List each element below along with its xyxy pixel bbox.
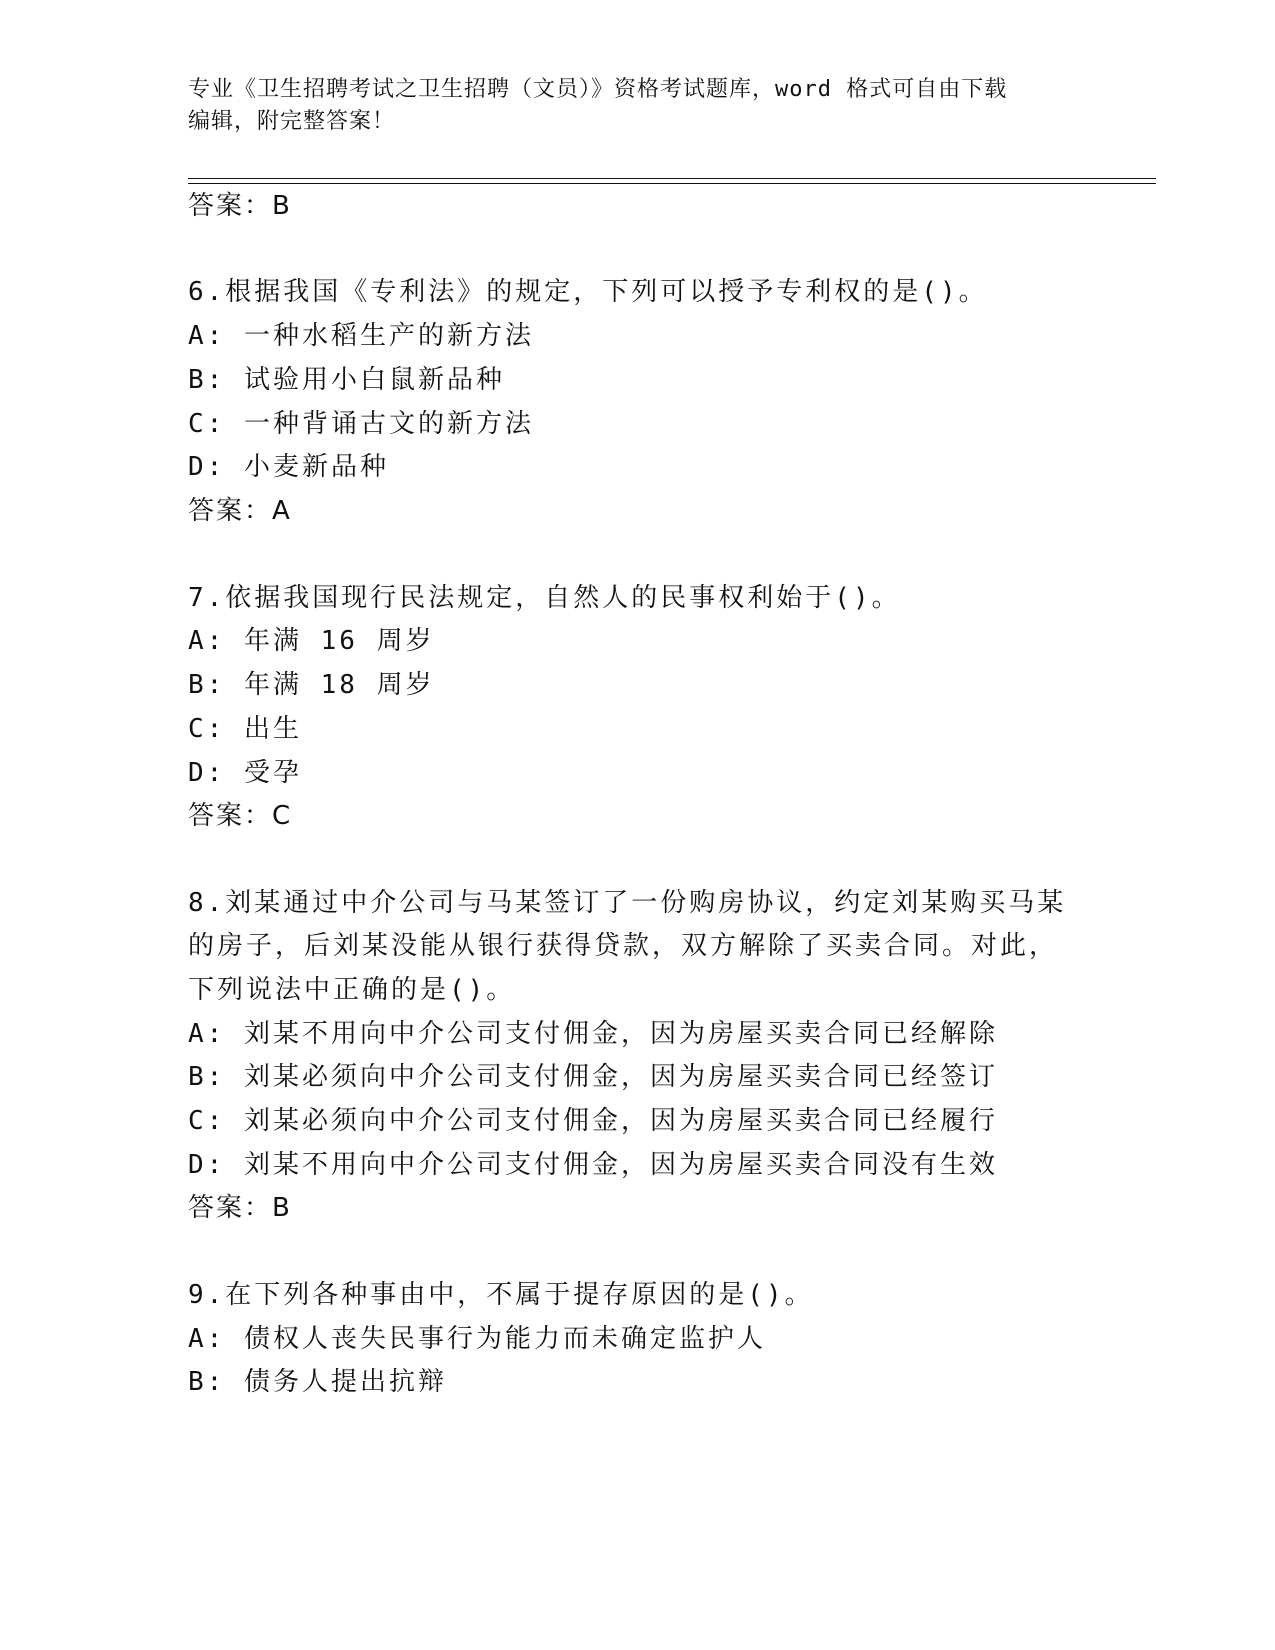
question-6-option-b: B: 试验用小白鼠新品种	[188, 365, 505, 395]
question-7-answer: 答案：C	[188, 801, 293, 831]
header-line-2: 编辑，附完整答案！	[188, 109, 396, 134]
question-7-stem: 7.依据我国现行民法规定，自然人的民事权利始于()。	[188, 583, 901, 613]
question-7-option-c: C: 出生	[188, 714, 302, 744]
question-8-answer: 答案：B	[188, 1193, 292, 1223]
question-7-option-d: D: 受孕	[188, 758, 302, 788]
question-8-option-b: B: 刘某必须向中介公司支付佣金，因为房屋买卖合同已经签订	[188, 1062, 998, 1092]
question-8-option-d: D: 刘某不用向中介公司支付佣金，因为房屋买卖合同没有生效	[188, 1150, 998, 1180]
question-9-option-b: B: 债务人提出抗辩	[188, 1367, 447, 1397]
question-8-stem-line-1: 8.刘某通过中介公司与马某签订了一份购房协议，约定刘某购买马某	[188, 888, 1067, 918]
question-8-stem-line-3: 下列说法中正确的是()。	[188, 975, 516, 1005]
question-6-stem: 6.根据我国《专利法》的规定，下列可以授予专利权的是()。	[188, 277, 988, 307]
header-divider-bottom	[188, 183, 1156, 184]
question-8-option-c: C: 刘某必须向中介公司支付佣金，因为房屋买卖合同已经履行	[188, 1106, 998, 1136]
question-6-option-a: A: 一种水稻生产的新方法	[188, 321, 534, 351]
document-header	[188, 74, 1088, 138]
question-6-option-d: D: 小麦新品种	[188, 452, 389, 482]
answer-prev: 答案：B	[188, 191, 292, 221]
header-divider-top	[188, 178, 1156, 179]
question-6-answer: 答案：A	[188, 496, 292, 526]
question-7-option-a: A: 年满 16 周岁	[188, 626, 435, 656]
question-9-stem: 9.在下列各种事由中，不属于提存原因的是()。	[188, 1280, 814, 1310]
question-9-option-a: A: 债权人丧失民事行为能力而未确定监护人	[188, 1324, 766, 1354]
question-7-option-b: B: 年满 18 周岁	[188, 670, 435, 700]
question-8-stem-line-2: 的房子，后刘某没能从银行获得贷款，双方解除了买卖合同。对此，	[188, 931, 1059, 961]
header-line-1: 专业《卫生招聘考试之卫生招聘（文员）》资格考试题库，word 格式可自由下载	[188, 77, 1008, 102]
question-6-option-c: C: 一种背诵古文的新方法	[188, 409, 534, 439]
question-8-option-a: A: 刘某不用向中介公司支付佣金，因为房屋买卖合同已经解除	[188, 1019, 998, 1049]
